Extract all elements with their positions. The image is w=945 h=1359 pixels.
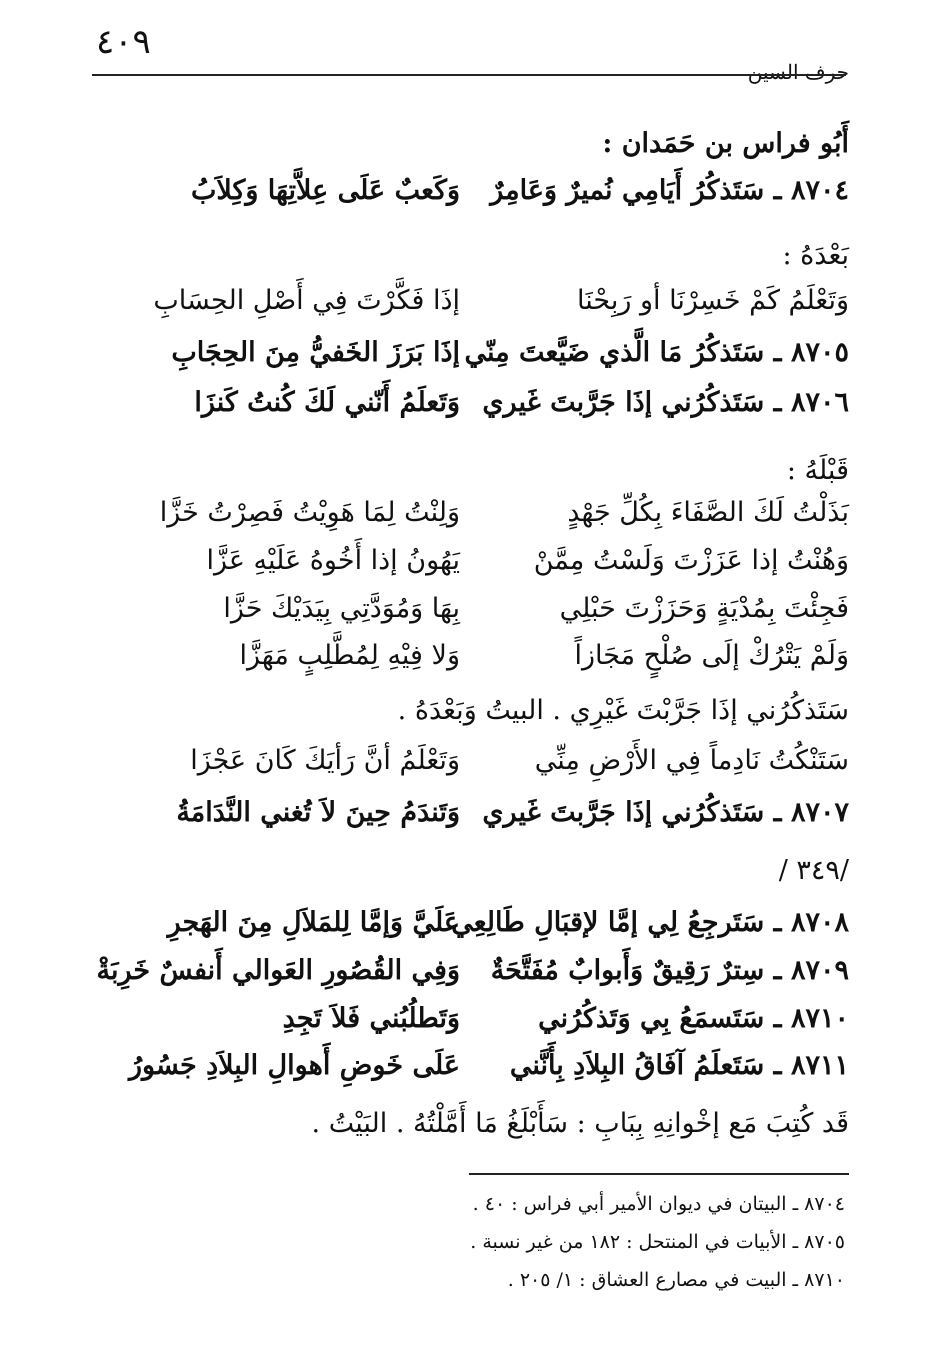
verse-8711-first-hemistich: ٨٧١١ ـ سَتَعلَمُ آفَاقُ البِلاَدِ بِأَنَّني	[509, 1050, 849, 1081]
verse-second-hemistich: بِهَا وَمُوَدَّتِي بِيَدَيْكَ حَزَّا	[223, 593, 460, 624]
verse-8704-second-hemistich: وَكَعبٌ عَلَى عِلاَّتِهَا وَكِلاَبُ	[190, 175, 460, 206]
note-before: قَبْلَهُ :	[786, 455, 849, 486]
verse-second-hemistich: وَلِنْتُ لِمَا هَوِيْتُ فَصِرْتُ خَزَّا	[159, 497, 460, 528]
footnote-rule	[469, 1173, 849, 1175]
verse-8709-second-hemistich: وَفِي القُصُورِ العَوالي أَنفسٌ خَرِبَةْ	[96, 955, 460, 986]
verse-first-hemistich: وَتَعْلَمُ كَمْ خَسِرْنَا أو رَبِحْنَا	[577, 285, 849, 316]
verse-8710-second-hemistich: وَتَطلُبُني فَلاَ تَجِدِ	[282, 1003, 460, 1034]
verse-8705-first-hemistich: ٨٧٠٥ ـ سَتَذكُرُ مَا الَّذي ضَيَّعتَ مِنّي	[464, 337, 849, 368]
verse-first-hemistich: وَهُنْتُ إذا عَزَزْتَ وَلَسْتُ مِمَّنْ	[533, 545, 849, 576]
verse-second-hemistich: وَتَعْلَمُ أنَّ رَأيَكَ كَانَ عَجْزَا	[190, 745, 460, 776]
verse-second-hemistich: يَهُونُ إذا أَخُوهُ عَلَيْهِ عَزَّا	[206, 545, 460, 576]
header-rule	[92, 74, 846, 76]
intro-line: أَبُو فراس بن حَمَدان :	[602, 128, 849, 159]
verse-8706-second-hemistich: وَتَعلَمُ أَنّني لَكَ كُنتُ كَنزَا	[194, 387, 460, 418]
verse-8711-second-hemistich: عَلَى خَوضِ أَهوالِ البِلاَدِ جَسُورُ	[128, 1050, 460, 1081]
verse-8708-first-hemistich: ٨٧٠٨ ـ سَتَرجِعُ لِي إمَّا لإقبَالِ طَالِعِي	[451, 907, 849, 938]
footnote-8710: ٨٧١٠ ـ البيت في مصارع العشاق : ١/ ٢٠٥ .	[507, 1269, 845, 1291]
verse-8707-second-hemistich: وَتَندَمُ حِينَ لاَ تُغني النَّدَامَةُ	[176, 797, 460, 828]
verse-first-hemistich: بَذَلْتُ لَكَ الصَّفَاءَ بِكُلِّ جَهْدٍ	[567, 497, 849, 528]
verse-8709-first-hemistich: ٨٧٠٩ ـ سِترٌ رَقِيقٌ وَأَبوابٌ مُفَتَّحَةٌ	[490, 955, 849, 986]
verse-first-hemistich: وَلَمْ يَتْرُكْ إلَى صُلْحٍ مَجَازاً	[574, 640, 849, 671]
chapter-title: حرف السين	[747, 60, 849, 84]
page-marker: /٣٤٩ /	[778, 855, 849, 886]
verse-8705-second-hemistich: إذَا بَرَزَ الخَفيُّ مِنَ الحِجَابِ	[171, 337, 460, 368]
verse-first-hemistich: سَتَنْكُتُ نَادِماً فِي الأَرْضِ مِنِّي	[534, 745, 849, 776]
footnote-8704: ٨٧٠٤ ـ البيتان في ديوان الأمير أبي فراس : ٤٠ .	[472, 1193, 845, 1215]
verse-second-hemistich: إذَا فَكَّرْتَ فِي أَصْلِ الحِسَابِ	[153, 285, 460, 316]
verse-second-hemistich: وَلا فِيْهِ لِمُطَّلِبٍ مَهَزَّا	[239, 640, 460, 671]
verse-8704-first-hemistich: ٨٧٠٤ ـ سَتَذكُرُ أَيَامِي نُميرٌ وَعَامِرٌ	[490, 175, 849, 206]
footnote-8705: ٨٧٠٥ ـ الأبيات في المنتحل : ١٨٢ من غير نسبة .	[470, 1231, 845, 1253]
note-inscription: قَد كُتِبَ مَع إخْوانِهِ بِبَابِ : سَأَبْلَغُ مَا أَمَّلْتُهُ . البَيْتُ .	[311, 1108, 849, 1139]
verse-8707-first-hemistich: ٨٧٠٧ ـ سَتَذكُرُني إذَا جَرَّبتَ غَيري	[482, 797, 849, 828]
verse-8710-first-hemistich: ٨٧١٠ ـ سَتَسمَعُ بِي وَتَذكُرُني	[538, 1003, 849, 1034]
verse-8706-first-hemistich: ٨٧٠٦ ـ سَتَذكُرُني إذَا جَرَّبتَ غَيري	[482, 387, 849, 418]
verse-8708-second-hemistich: عَلَيَّ وَإمَّا لِلمَلاَلِ مِنَ الهَجرِ	[167, 907, 460, 938]
note-after: بَعْدَهُ :	[782, 240, 849, 271]
page-number: ٤٠٩	[96, 22, 151, 62]
note-reference: سَتَذكُرُني إذَا جَرَّبْتَ غَيْرِي . البيتُ وَبَعْدَهُ .	[397, 695, 849, 726]
verse-first-hemistich: فَجِئْتَ بِمُدْيَةٍ وَحَزَزْتَ حَبْلِي	[559, 593, 849, 624]
